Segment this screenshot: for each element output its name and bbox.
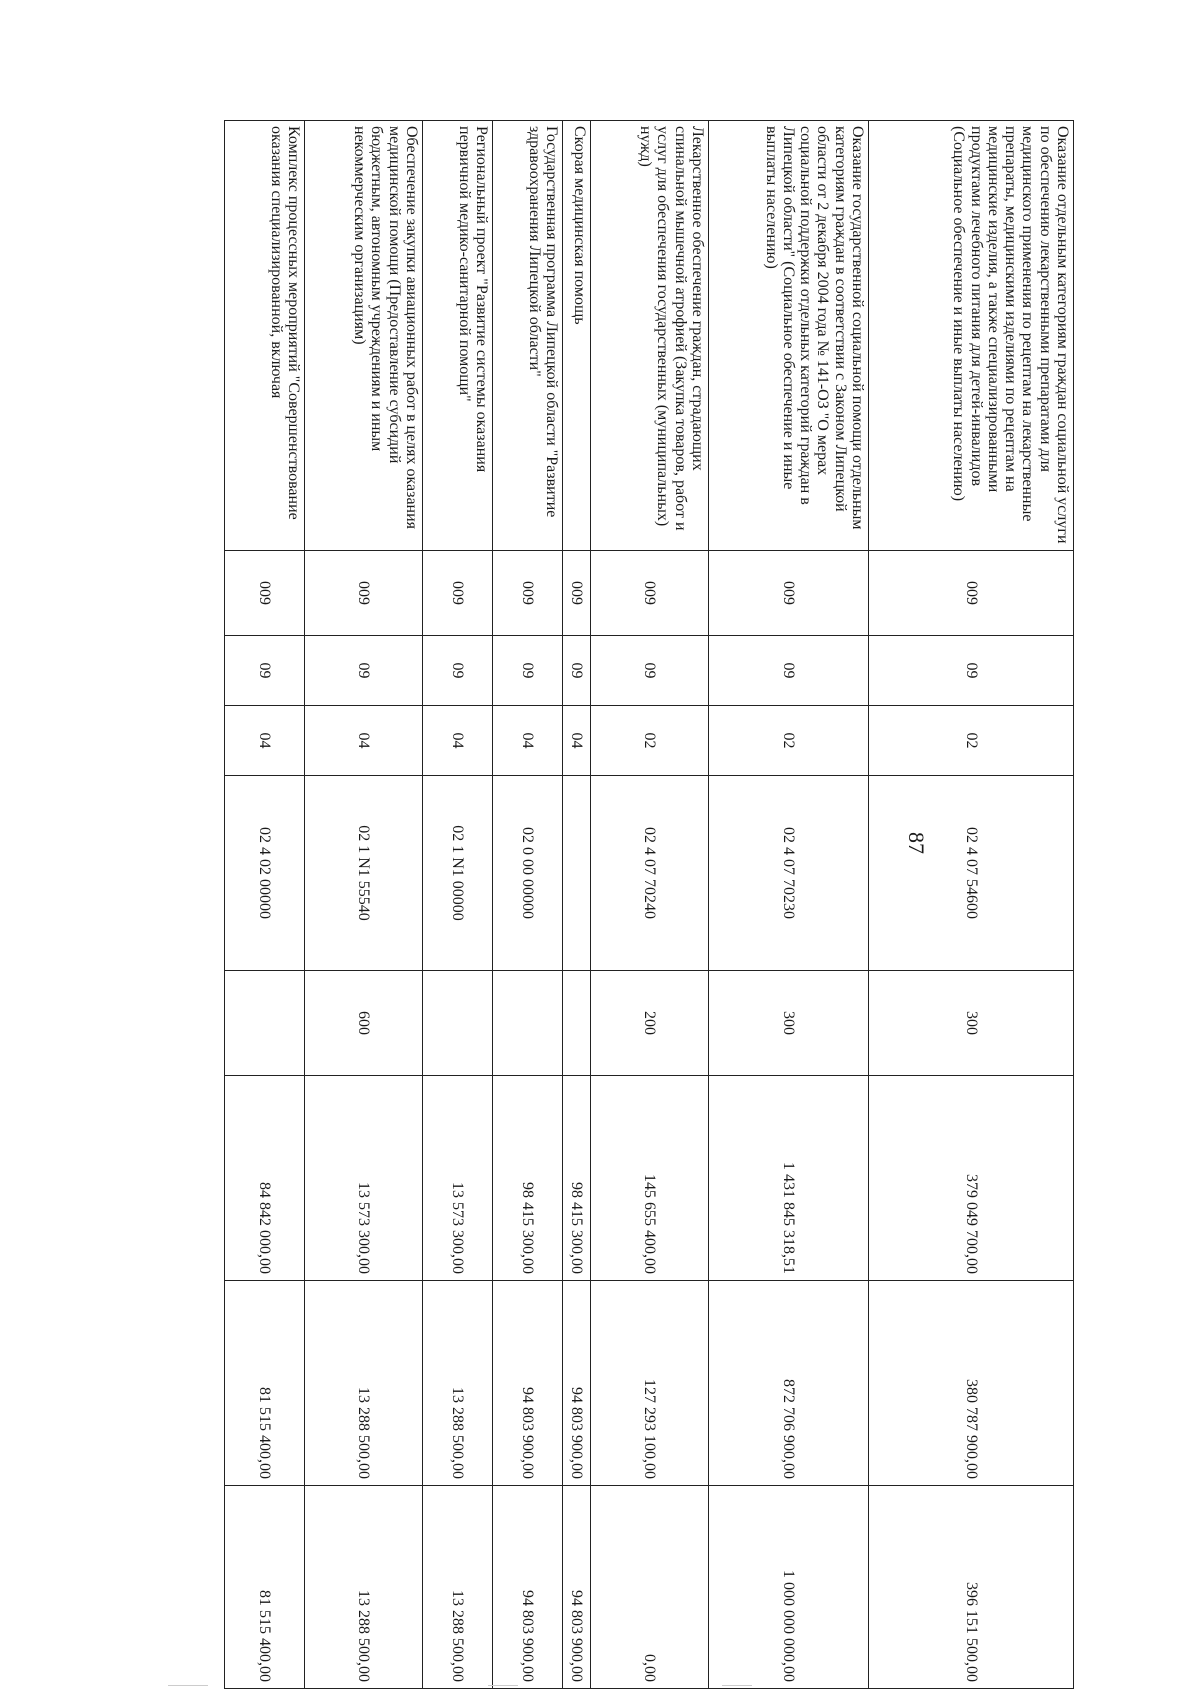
amount-1: 13 573 300,00: [305, 1076, 423, 1281]
vr-code: 300: [869, 971, 1074, 1076]
row-name: Комплекс процессных мероприятий "Совершенствование оказания специализированной, включая: [225, 121, 305, 551]
ved-code: 009: [423, 551, 493, 636]
rz-code: 09: [305, 636, 423, 706]
row-name: Обеспечение закупки авиационных работ в целях оказания медицинской помощи (Предоставление субсидий бюджетным, автономным учреждениям и иным некоммерческим организациям): [305, 121, 423, 551]
vr-code: [563, 971, 591, 1076]
budget-table: [224, 120, 1074, 1689]
amount-3: 1 000 000 000,00: [709, 1486, 869, 1689]
rz-code: 09: [225, 636, 305, 706]
row-name: Государственная программа Липецкой области "Развитие здравоохранения Липецкой области": [493, 121, 563, 551]
amount-2: 13 288 500,00: [305, 1281, 423, 1486]
rz-code: 09: [709, 636, 869, 706]
rz-code: 09: [869, 636, 1074, 706]
amount-1: 13 573 300,00: [423, 1076, 493, 1281]
table-row: [305, 121, 423, 1689]
amount-3: 81 515 400,00: [225, 1486, 305, 1689]
amount-3: 13 288 500,00: [305, 1486, 423, 1689]
amount-3: 94 803 900,00: [493, 1486, 563, 1689]
rz-code: 09: [563, 636, 591, 706]
vr-code: [493, 971, 563, 1076]
amount-3: 94 803 900,00: [563, 1486, 591, 1689]
rotated-table-container: [120, 120, 1074, 1688]
ved-code: 009: [709, 551, 869, 636]
table-row: [563, 121, 591, 1689]
ved-code: 009: [591, 551, 709, 636]
amount-2: 380 787 900,00: [869, 1281, 1074, 1486]
table-row: [423, 121, 493, 1689]
pr-code: 02: [591, 706, 709, 776]
rz-code: 09: [493, 636, 563, 706]
row-name: Региональный проект "Развитие системы оказания первичной медико-санитарной помощи": [423, 121, 493, 551]
pr-code: 04: [493, 706, 563, 776]
amount-2: 94 803 900,00: [493, 1281, 563, 1486]
rz-code: 09: [591, 636, 709, 706]
row-name: Оказание государственной социальной помощи отдельным категориям граждан в соответствии с Законом Липецкой области от 2 декабря 2004 года № 141-ОЗ "О мерах социальной поддержки отдельных категорий граждан в Липецкой области" (Социальное обеспечение и иные выплаты населению): [709, 121, 869, 551]
amount-2: 872 706 900,00: [709, 1281, 869, 1486]
row-name: Лекарственное обеспечение граждан, страдающих спинальной мышечной атрофией (Закупка товаров, работ и услуг для обеспечения государственных (муниципальных) нужд): [591, 121, 709, 551]
table-row: [591, 121, 709, 1689]
vr-code: 600: [305, 971, 423, 1076]
table-row: [709, 121, 869, 1689]
amount-3: 13 288 500,00: [423, 1486, 493, 1689]
scan-artifact: [168, 1685, 208, 1686]
csr-code: 02 4 07 70230: [709, 776, 869, 971]
csr-code: 02 4 07 70240: [591, 776, 709, 971]
csr-code: 02 0 00 00000: [493, 776, 563, 971]
table-row: [869, 121, 1074, 1689]
ved-code: 009: [225, 551, 305, 636]
amount-1: 84 842 000,00: [225, 1076, 305, 1281]
csr-code: [563, 776, 591, 971]
table-row: [493, 121, 563, 1689]
pr-code: 02: [869, 706, 1074, 776]
amount-3: 396 151 500,00: [869, 1486, 1074, 1689]
row-name: Скорая медицинская помощь: [563, 121, 591, 551]
row-name: Оказание отдельным категориям граждан социальной услуги по обеспечению лекарственными препаратами для медицинского применения по рецептам на лекарственные препараты, медицинскими изделиями по рецептам на медицинские изделия, а также специализированными продуктами лечебного питания для детей-инвалидов (Социальное обеспечение и иные выплаты населению): [869, 121, 1074, 551]
vr-code: [423, 971, 493, 1076]
vr-code: 300: [709, 971, 869, 1076]
amount-1: 145 655 400,00: [591, 1076, 709, 1281]
vr-code: [225, 971, 305, 1076]
amount-3: 0,00: [591, 1486, 709, 1689]
csr-code: 02 1 N1 00000: [423, 776, 493, 971]
amount-1: 98 415 300,00: [493, 1076, 563, 1281]
table-row: [225, 121, 305, 1689]
csr-code: 02 4 07 54600: [869, 776, 1074, 971]
csr-code: 02 4 02 00000: [225, 776, 305, 971]
ved-code: 009: [493, 551, 563, 636]
vr-code: 200: [591, 971, 709, 1076]
scan-artifact: [488, 1685, 518, 1686]
amount-2: 81 515 400,00: [225, 1281, 305, 1486]
pr-code: 04: [305, 706, 423, 776]
ved-code: 009: [305, 551, 423, 636]
pr-code: 04: [423, 706, 493, 776]
amount-1: 98 415 300,00: [563, 1076, 591, 1281]
amount-2: 94 803 900,00: [563, 1281, 591, 1486]
ved-code: 009: [563, 551, 591, 636]
amount-2: 13 288 500,00: [423, 1281, 493, 1486]
amount-2: 127 293 100,00: [591, 1281, 709, 1486]
csr-code: 02 1 N1 55540: [305, 776, 423, 971]
amount-1: 379 049 700,00: [869, 1076, 1074, 1281]
pr-code: 04: [563, 706, 591, 776]
scan-artifact: [722, 1685, 752, 1686]
pr-code: 04: [225, 706, 305, 776]
rz-code: 09: [423, 636, 493, 706]
amount-1: 1 431 845 318,51: [709, 1076, 869, 1281]
page-number: 87: [904, 832, 929, 854]
pr-code: 02: [709, 706, 869, 776]
ved-code: 009: [869, 551, 1074, 636]
